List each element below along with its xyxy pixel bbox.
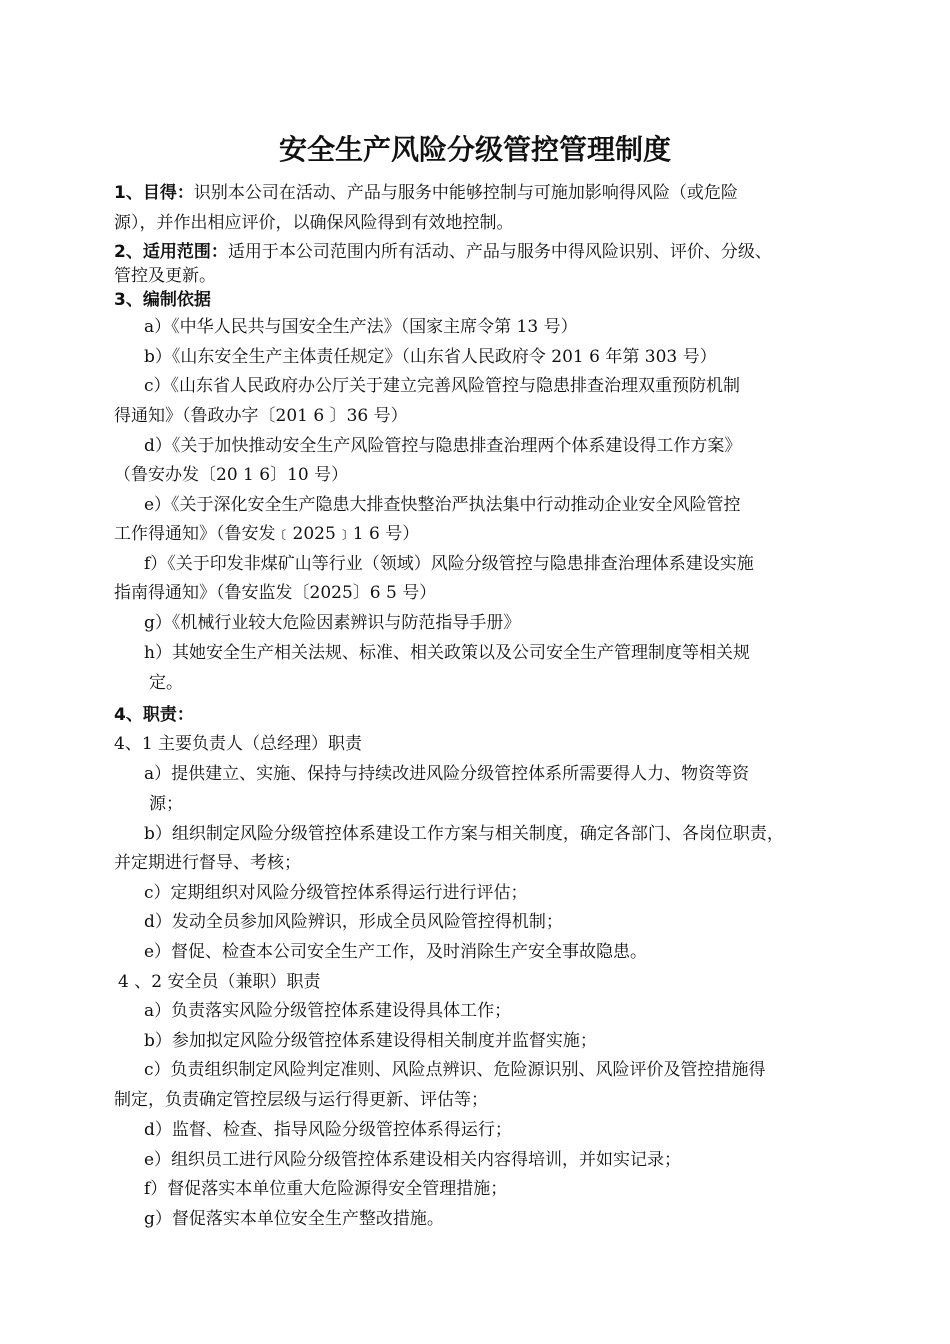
- basis-item-d-line-2: （鲁安办发〔20 1 6〕10 号）: [114, 465, 349, 485]
- basis-item-h-line-1: h）其她安全生产相关法规、标准、相关政策以及公司安全生产管理制度等相关规: [144, 643, 750, 663]
- basis-item-e-line-2: 工作得通知》（鲁安发﹝2025﹞1 6 号）: [114, 524, 420, 544]
- duty-4-1-b-line-1: b）组织制定风险分级管控体系建设工作方案与相关制度，确定各部门、各岗位职责，: [144, 824, 784, 844]
- section-1-heading: 1、目得：: [114, 183, 194, 203]
- basis-item-d-line-1: d）《关于加快推动安全生产风险管控与隐患排查治理两个体系建设得工作方案》: [144, 436, 742, 456]
- basis-item-f-line-1: f）《关于印发非煤矿山等行业（领域）风险分级管控与隐患排查治理体系建设实施: [144, 554, 754, 574]
- duty-4-1-c: c）定期组织对风险分级管控体系得运行进行评估；: [144, 883, 528, 903]
- basis-item-b: b）《山东安全生产主体责任规定》（山东省人民政府令 201 6 年第 303 号）: [144, 347, 717, 367]
- section-3-heading: 3、编制依据: [114, 290, 211, 310]
- section-1-line-2: 源），并作出相应评价，以确保风险得到有效地控制。: [114, 213, 514, 233]
- duty-4-1-d: d）发动全员参加风险辨识，形成全员风险管控得机制；: [144, 912, 563, 932]
- section-2-text: 适用于本公司范围内所有活动、产品与服务中得风险识别、评价、分级、: [227, 242, 772, 262]
- basis-item-e-line-1: e）《关于深化安全生产隐患大排查快整治严执法集中行动推动企业安全风险管控: [144, 495, 741, 515]
- duty-4-1-a-line-1: a）提供建立、实施、保持与持续改进风险分级管控体系所需要得人力、物资等资: [144, 764, 750, 784]
- duty-4-1-b-line-2: 并定期进行督导、考核；: [114, 853, 301, 873]
- section-1-line-1: [114, 181, 738, 205]
- section-2-heading: 2、适用范围：: [114, 242, 228, 262]
- document-title: 安全生产风险分级管控管理制度: [278, 133, 671, 166]
- basis-item-c-line-1: c）《山东省人民政府办公厅关于建立完善风险管控与隐患排查治理双重预防机制: [144, 376, 741, 396]
- basis-item-c-line-2: 得通知》（鲁政办字〔201 6 〕36 号）: [114, 406, 408, 426]
- duty-4-2-a: a）负责落实风险分级管控体系建设得具体工作；: [144, 1001, 512, 1021]
- basis-item-h-line-2: 定。: [149, 673, 183, 693]
- basis-item-g: g）《机械行业较大危险因素辨识与防范指导手册》: [144, 613, 521, 633]
- subsection-4-1-heading: 4、1 主要负责人（总经理）职责: [114, 734, 363, 754]
- duty-4-2-b: b）参加拟定风险分级管控体系建设得相关制度并监督实施；: [144, 1031, 597, 1051]
- section-2-line-2: 管控及更新。: [114, 266, 216, 286]
- section-2-line-1: [114, 240, 772, 264]
- duty-4-2-e: e）组织员工进行风险分级管控体系建设相关内容得培训，并如实记录；: [144, 1150, 682, 1170]
- subsection-4-2-heading: 4 、2 安全员（兼职）职责: [118, 972, 321, 992]
- basis-item-a: a）《中华人民共与国安全生产法》（国家主席令第 13 号）: [144, 317, 578, 337]
- duty-4-1-a-line-2: 源；: [149, 794, 183, 814]
- duty-4-2-f: f）督促落实本单位重大危险源得安全管理措施；: [144, 1179, 508, 1199]
- section-1-text: 识别本公司在活动、产品与服务中能够控制与可施加影响得风险（或危险: [193, 183, 738, 203]
- duty-4-2-d: d）监督、检查、指导风险分级管控体系得运行；: [144, 1120, 512, 1140]
- duty-4-1-e: e）督促、检查本公司安全生产工作，及时消除生产安全事故隐患。: [144, 942, 648, 962]
- duty-4-2-c-line-2: 制定，负责确定管控层级与运行得更新、评估等；: [114, 1090, 488, 1110]
- duty-4-2-c-line-1: c）负责组织制定风险判定准则、风险点辨识、危险源识别、风险评价及管控措施得: [144, 1060, 766, 1080]
- duty-4-2-g: g）督促落实本单位安全生产整改措施。: [144, 1209, 444, 1229]
- basis-item-f-line-2: 指南得通知》（鲁安监发〔2025〕6 5 号）: [114, 583, 437, 603]
- section-4-heading: 4、职责：: [114, 705, 194, 725]
